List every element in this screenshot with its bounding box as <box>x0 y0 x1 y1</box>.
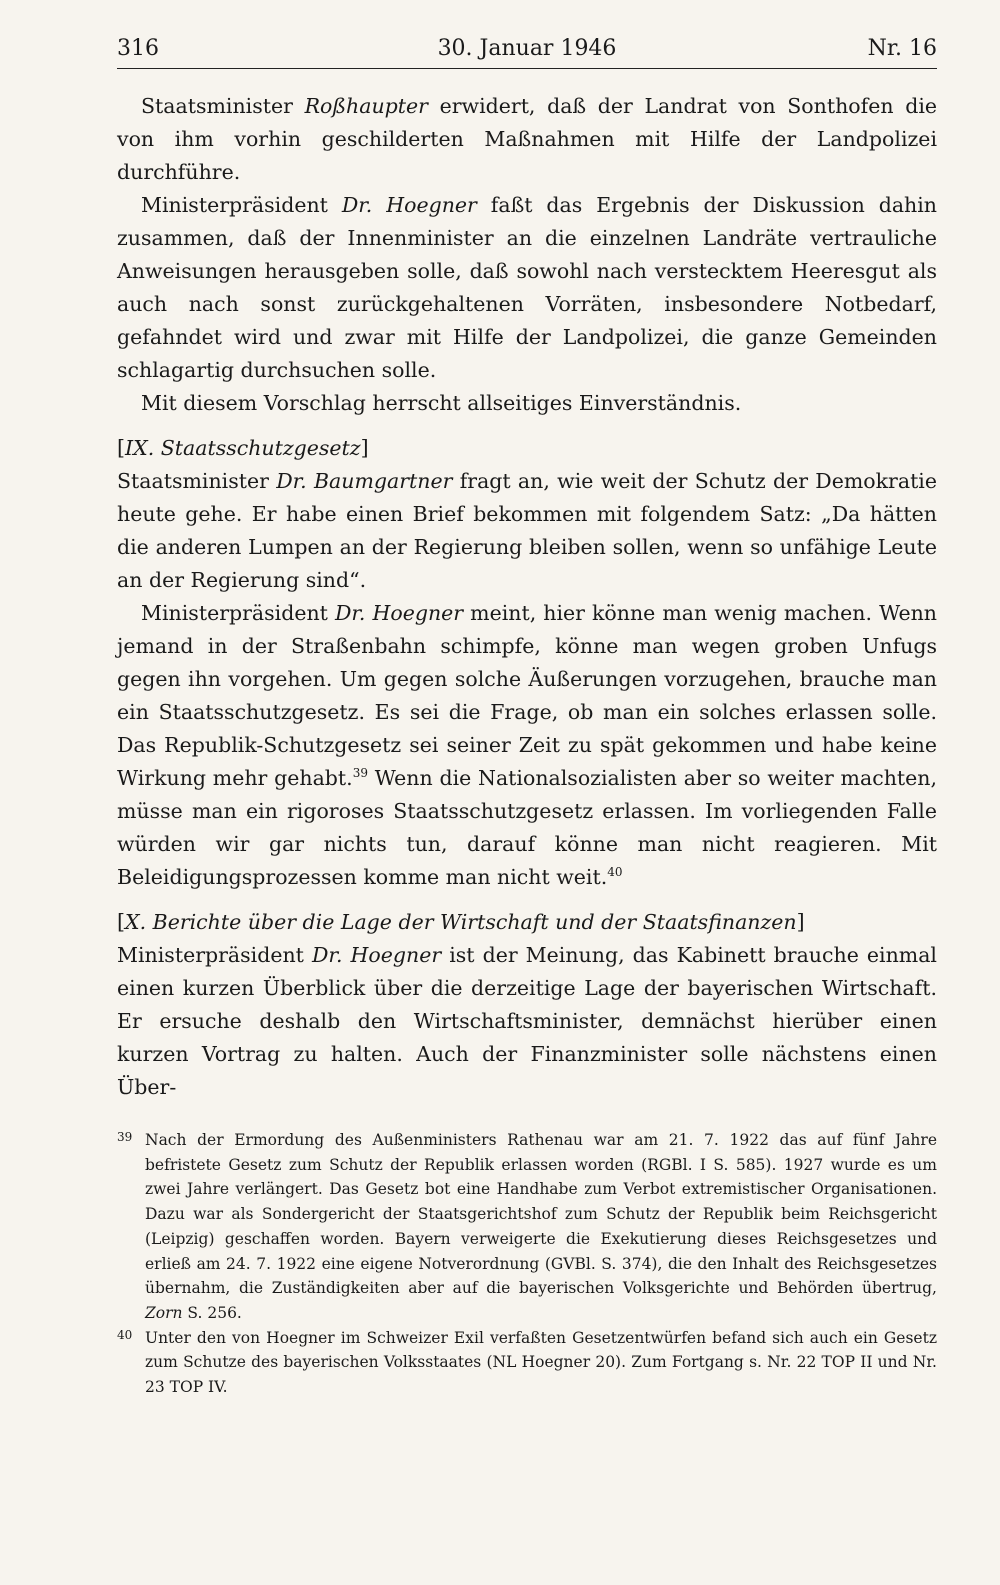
text-run: Ministerpräsident <box>117 943 312 967</box>
section-heading <box>117 906 937 939</box>
text-run: Staatsminister <box>141 94 305 118</box>
text-run: S. 256. <box>182 1303 242 1322</box>
issue-number: Nr. 16 <box>867 36 937 61</box>
paragraph <box>117 465 937 597</box>
section-title: IX. Staatsschutzgesetz <box>125 436 361 460</box>
footnote-number: 39 <box>117 1130 133 1144</box>
text-run: fragt an, wie weit der Schutz der Demokratie heute gehe. Er habe einen Brief bekommen mit folgendem Satz: „Da hätten die anderen Lumpen an der Regierung bleiben sollen, wenn so unfähige Leute an der Regierung sind“. <box>117 469 937 592</box>
footnotes <box>117 1128 937 1400</box>
citation-author: Zorn <box>145 1303 183 1322</box>
text-run: Wenn die Nationalsozialisten aber so weiter machten, müsse man ein rigoroses Staatsschutzgesetz erlassen. Im vorliegenden Falle würden wir gar nichts tun, darauf könne man nicht reagieren. Mit Beleidigungsprozessen komme man nicht weit. <box>117 766 937 889</box>
footnote-text <box>145 1128 937 1326</box>
text-run: Nach der Ermordung des Außenministers Rathenau war am 21. 7. 1922 das auf fünf Jahre befristete Gesetz zum Schutz der Republik erlassen worden (RGBl. I S. 585). 1927 wurde es um zwei Jahre verlängert. Das Gesetz bot eine Handhabe zum Verbot extremistischer Organisationen. Dazu war als Sondergericht der Staatsgerichtshof zum Schutz der Republik beim Reichsgericht (Leipzig) geschaffen worden. Bayern verweigerte die Exekutierung dieses Reichsgesetzes und erließ am 24. 7. 1922 eine eigene Notverordnung (GVBl. S. 374), die den Inhalt des Reichsgesetzes übernahm, die Zuständigkeiten aber auf die bayerischen Volksgerichte und Behörden übertrug, <box>145 1131 937 1298</box>
footnote-ref[interactable]: 39 <box>352 766 368 781</box>
header-date: 30. Januar 1946 <box>437 36 617 61</box>
text-run: Staatsminister <box>117 469 277 493</box>
footnote-text: Unter den von Hoegner im Schweizer Exil verfaßten Gesetzentwürfen befand sich auch ein Gesetz zum Schutze des bayerischen Volksstaates (NL Hoegner 20). Zum Fortgang s. Nr. 22 TOP II und Nr. 23 TOP IV. <box>145 1328 937 1397</box>
footnote-number: 40 <box>117 1327 133 1342</box>
paragraph <box>117 939 937 1104</box>
footnote-ref[interactable]: 40 <box>607 865 623 880</box>
speaker-name: Dr. Hoegner <box>341 193 477 217</box>
paragraph <box>117 597 937 894</box>
main-text <box>117 90 937 1104</box>
speaker-name: Roßhaupter <box>304 94 428 118</box>
text-run: Ministerpräsident <box>141 601 335 625</box>
bracket: [ <box>117 910 125 934</box>
speaker-name: Dr. Hoegner <box>334 601 464 625</box>
paragraph: Mit diesem Vorschlag herrscht allseitiges Einverständnis. <box>141 391 742 415</box>
footnote <box>117 1326 937 1400</box>
text-run: Ministerpräsident <box>141 193 342 217</box>
bracket: ] <box>360 436 369 460</box>
text-run: erwidert, daß der Landrat von Sonthofen die von ihm vorhin geschilderten Maßnahmen mit Hilfe der Landpolizei durchführe. <box>117 94 938 184</box>
text-run: faßt das Ergebnis der Diskussion dahin zusammen, daß der Innenminister an die einzelnen Landräte vertrauliche Anweisungen herausgeben solle, daß sowohl nach verstecktem Heeresgut als auch nach sonst zurückgehaltenen Vorräten, insbesondere Notbedarf, gefahndet wird und zwar mit Hilfe der Landpolizei, die ganze Gemeinden schlagartig durchsuchen solle. <box>117 193 938 382</box>
section-title: X. Berichte über die Lage der Wirtschaft und der Staatsfinanzen <box>125 910 797 934</box>
page-header <box>117 34 937 69</box>
bracket: [ <box>117 436 125 460</box>
paragraph <box>117 189 937 387</box>
section-heading <box>117 432 937 465</box>
speaker-name: Dr. Baumgartner <box>276 469 453 493</box>
bracket: ] <box>796 910 805 934</box>
text-run: ist der Meinung, das Kabinett brauche einmal einen kurzen Überblick über die derzeitige Lage der bayerischen Wirtschaft. Er ersuche deshalb den Wirtschaftsminister, demnächst hierüber einen kurzen Vortrag zu halten. Auch der Finanzminister solle nächstens einen Über- <box>117 943 937 1099</box>
footnote <box>117 1128 937 1326</box>
paragraph <box>117 90 937 189</box>
speaker-name: Dr. Hoegner <box>311 943 442 967</box>
text-run: meint, hier könne man wenig machen. Wenn jemand in der Straßenbahn schimpfe, könne man wegen groben Unfugs gegen ihn vorgehen. Um gegen solche Äußerungen vorzugehen, brauche man ein Staatsschutzgesetz. Es sei die Frage, ob man ein solches erlassen solle. Das Republik-Schutzgesetz sei seiner Zeit zu spät gekommen und habe keine Wirkung mehr gehabt. <box>117 601 938 790</box>
page-number: 316 <box>117 36 159 61</box>
